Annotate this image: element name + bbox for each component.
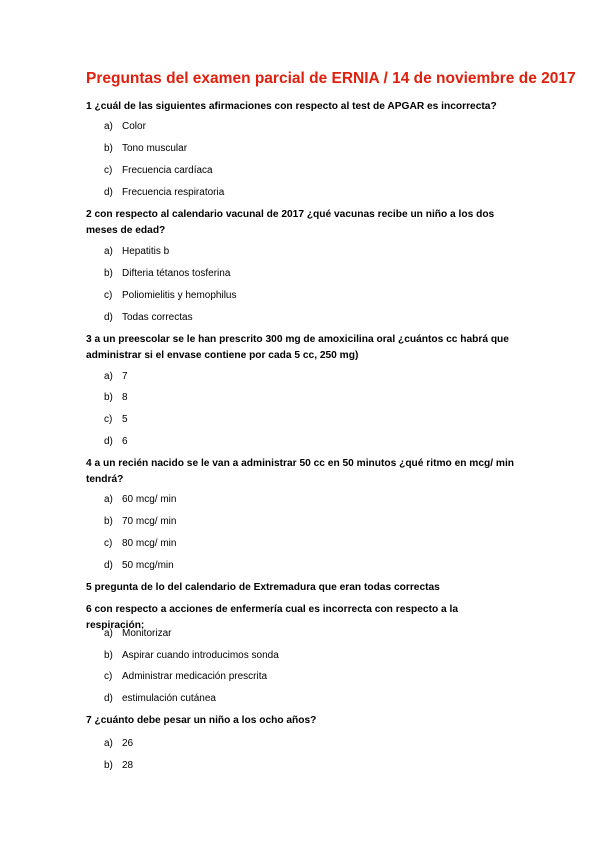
question-3-option-d [104,435,128,449]
question-1-option-d [104,186,224,200]
question-4: 4 a un recién nacido se le van a administrar 50 cc en 50 minutos ¿qué ritmo en mcg/ min tendrá? [86,458,515,485]
option-text: 70 mcg/ min [122,516,177,527]
question-4-option-a [104,493,176,507]
option-text: 7 [122,371,128,382]
option-letter: d) [104,436,113,447]
question-3-option-a [104,370,128,384]
question-6: 6 con respecto a acciones de enfermería cual es incorrecta con respecto a la respiración: [86,604,459,631]
question-6-option-d [104,692,216,706]
option-letter: b) [104,143,113,154]
question-1: 1 ¿cuál de las siguientes afirmaciones con respecto al test de APGAR es incorrecta? [86,101,497,112]
option-letter: c) [104,290,113,301]
question-6-option-a [104,627,171,641]
option-text: Hepatitis b [122,246,170,257]
document-title: Preguntas del examen parcial de ERNIA / 14 de noviembre de 2017 [86,70,576,87]
option-letter: b) [104,516,113,527]
option-text: Color [122,121,146,132]
option-text: 8 [122,392,128,403]
option-text: Aspirar cuando introducimos sonda [122,650,279,661]
question-5: 5 pregunta de lo del calendario de Extremadura que eran todas correctas [86,582,440,593]
option-text: 5 [122,414,128,425]
question-1-option-b [104,142,187,156]
option-letter: a) [104,121,113,132]
option-text: estimulación cutánea [122,693,216,704]
option-text: 6 [122,436,128,447]
option-letter: a) [104,494,113,505]
option-text: Tono muscular [122,143,188,154]
question-2-option-c [104,289,237,303]
option-text: Administrar medicación prescrita [122,671,268,682]
question-6-option-b [104,649,279,663]
option-letter: d) [104,560,113,571]
question-2-option-d [104,311,193,325]
question-7: 7 ¿cuánto debe pesar un niño a los ocho años? [86,715,317,726]
option-text: 80 mcg/ min [122,538,177,549]
question-2: 2 con respecto al calendario vacunal de 2017 ¿qué vacunas recibe un niño a los dos meses de edad? [86,209,495,236]
option-letter: d) [104,693,113,704]
option-text: Todas correctas [122,312,193,323]
option-letter: a) [104,738,113,749]
option-letter: b) [104,268,113,279]
option-letter: c) [104,165,113,176]
option-letter: a) [104,628,113,639]
option-letter: a) [104,246,113,257]
question-3-option-c [104,413,128,427]
question-4-option-c [104,537,176,551]
option-text: 60 mcg/ min [122,494,177,505]
question-7-option-a [104,737,133,751]
option-text: Monitorizar [122,628,172,639]
option-text: 26 [122,738,134,749]
question-3: 3 a un preescolar se le han prescrito 300 mg de amoxicilina oral ¿cuántos cc habrá que administrar si el envase contiene por cada 5 cc, 250 mg) [86,334,509,361]
option-letter: d) [104,312,113,323]
option-letter: b) [104,760,113,771]
question-1-option-c [104,164,213,178]
option-letter: c) [104,671,113,682]
question-2-option-a [104,245,169,259]
question-4-option-b [104,515,176,529]
option-letter: c) [104,538,113,549]
option-letter: c) [104,414,113,425]
option-letter: b) [104,392,113,403]
option-letter: d) [104,187,113,198]
option-letter: b) [104,650,113,661]
question-6-option-c [104,670,267,684]
option-text: Difteria tétanos tosferina [122,268,231,279]
option-text: 28 [122,760,134,771]
option-text: 50 mcg/min [122,560,174,571]
question-4-option-d [104,559,174,573]
question-2-option-b [104,267,230,281]
question-7-option-b [104,759,133,773]
option-text: Frecuencia cardíaca [122,165,213,176]
option-text: Poliomielitis y hemophilus [122,290,237,301]
option-text: Frecuencia respiratoria [122,187,225,198]
question-3-option-b [104,391,128,405]
question-1-option-a [104,120,146,134]
option-letter: a) [104,371,113,382]
